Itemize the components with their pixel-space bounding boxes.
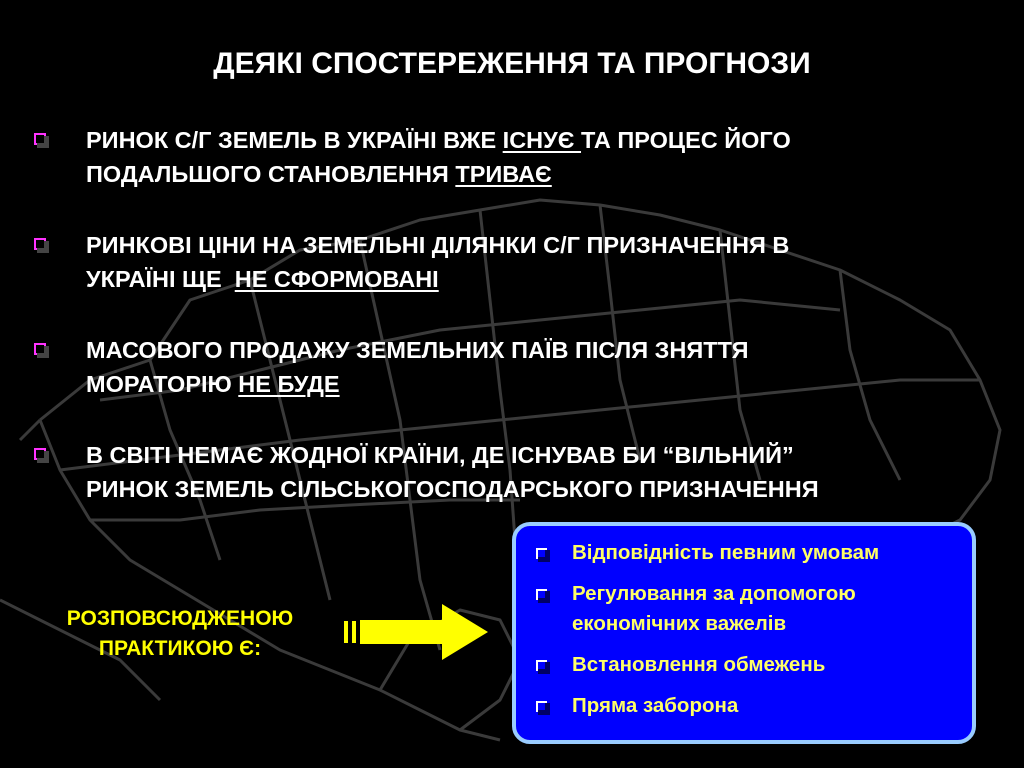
- bullet-text: ТА ПРОЦЕС ЙОГО: [581, 127, 791, 153]
- bullet-emphasis: ТРИВАЄ: [455, 161, 552, 187]
- bullet-text: УКРАЇНІ ЩЕ: [86, 266, 235, 292]
- bullet-emphasis: НЕ СФОРМОВАНІ: [234, 266, 439, 292]
- common-practice-line: ПРАКТИКОЮ Є:: [98, 637, 262, 660]
- checkbox-square-icon: [536, 548, 547, 559]
- observation-item-no-mass-sale: [34, 333, 994, 401]
- observation-item-no-free-market: [34, 438, 994, 506]
- bullet-text: В СВІТІ НЕМАЄ ЖОДНОЇ КРАЇНИ, ДЕ ІСНУВАВ БИ “ВІЛЬНИЙ”: [86, 442, 794, 468]
- measure-label: Встановлення обмежень: [572, 653, 826, 676]
- common-practice-line: РОЗПОВСЮДЖЕНОЮ: [66, 607, 294, 630]
- measure-label: Відповідність певним умовам: [572, 541, 880, 564]
- bullet-text: РИНОК С/Г ЗЕМЕЛЬ В УКРАЇНІ ВЖЕ: [86, 127, 503, 153]
- checkbox-square-icon: [34, 133, 46, 145]
- right-arrow-icon: [342, 600, 492, 664]
- observation-item-market-exists: [34, 123, 994, 191]
- bullet-emphasis: ІСНУЄ: [502, 127, 582, 153]
- checkbox-square-icon: [536, 589, 547, 600]
- bullet-emphasis: НЕ БУДЕ: [238, 371, 340, 397]
- bullet-text: РИНОК ЗЕМЕЛЬ СІЛЬСЬКОГОСПОДАРСЬКОГО ПРИЗНАЧЕННЯ: [86, 476, 819, 502]
- bullet-text: РИНКОВІ ЦІНИ НА ЗЕМЕЛЬНІ ДІЛЯНКИ С/Г ПРИЗНАЧЕННЯ В: [86, 232, 790, 258]
- checkbox-square-icon: [536, 660, 547, 671]
- bullet-text: ПОДАЛЬШОГО СТАНОВЛЕННЯ: [86, 161, 456, 187]
- measure-item: [532, 650, 958, 680]
- measure-label: Пряма заборона: [572, 694, 739, 717]
- bullet-text: МОРАТОРІЮ: [86, 371, 239, 397]
- measure-item: [532, 538, 958, 568]
- measure-label: Регулювання за допомогою економічних важелів: [572, 582, 856, 635]
- observation-item-prices-not-formed: [34, 228, 994, 296]
- measure-item: [532, 691, 958, 721]
- checkbox-square-icon: [536, 701, 547, 712]
- checkbox-square-icon: [34, 343, 46, 355]
- practice-measures-box: [512, 522, 976, 744]
- checkbox-square-icon: [34, 238, 46, 250]
- observations-list: [34, 123, 994, 543]
- measure-item: [532, 579, 958, 639]
- common-practice-label: [30, 604, 330, 664]
- bullet-text: МАСОВОГО ПРОДАЖУ ЗЕМЕЛЬНИХ ПАЇВ ПІСЛЯ ЗНЯТТЯ: [86, 337, 749, 363]
- slide-title: ДЕЯКІ СПОСТЕРЕЖЕННЯ ТА ПРОГНОЗИ: [213, 47, 811, 80]
- checkbox-square-icon: [34, 448, 46, 460]
